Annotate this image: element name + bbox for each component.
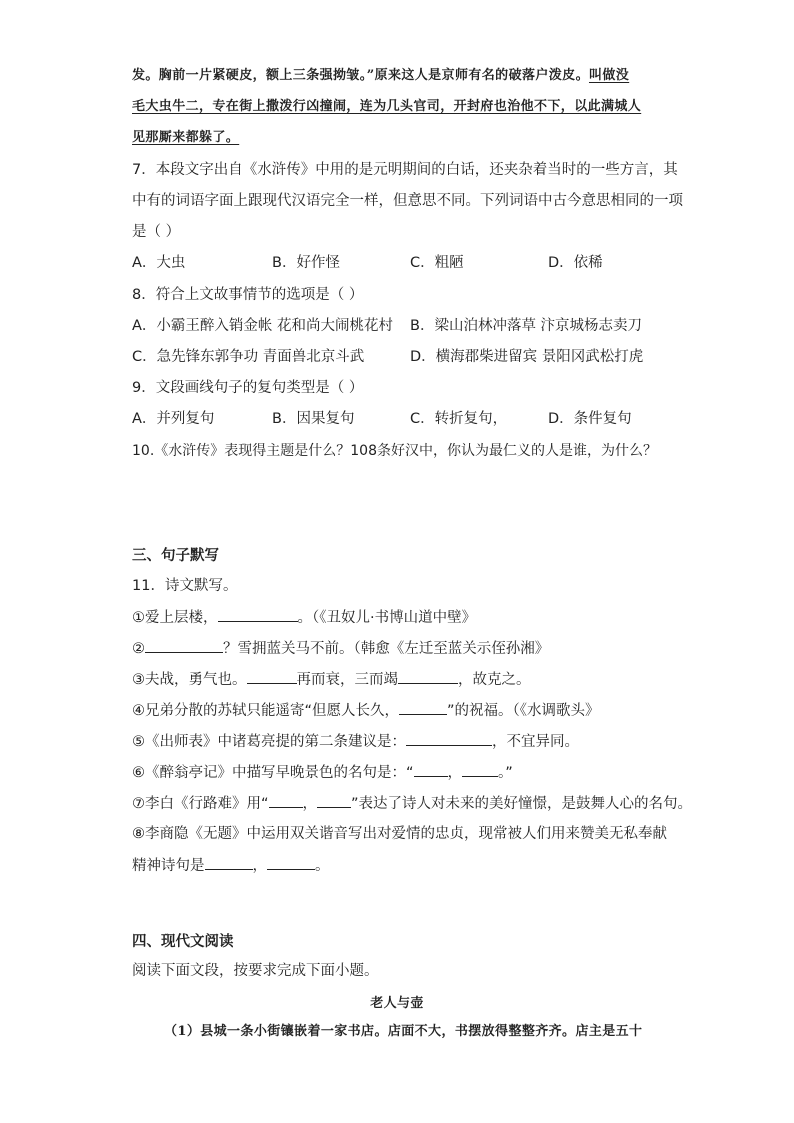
section-4-title: 四、现代文阅读	[132, 934, 234, 950]
item-text: 再而衰，三而竭	[296, 672, 398, 688]
recite-item-5	[132, 731, 579, 752]
q8-option-c[interactable]: C．急先锋东郭争功 青面兽北京斗武	[132, 349, 365, 365]
passage-line-1	[132, 66, 629, 86]
recite-item-4	[132, 700, 600, 721]
item-text: ④兄弟分散的苏轼只能遥寄“但愿人长久，	[132, 703, 400, 719]
recite-item-6	[132, 762, 513, 783]
item-text: 。	[315, 858, 330, 874]
recite-item-1	[132, 607, 476, 628]
article-title: 老人与壶	[370, 996, 424, 1011]
q7-option-b[interactable]: B．好作怪	[272, 255, 340, 271]
q7-stem-line-2: 中有的词语字面上跟现代汉语完全一样，但意思不同。下列词语中古今意思相同的一项	[132, 193, 683, 209]
item-text: ，不宜异同。	[492, 734, 579, 750]
item-text: ”表达了诗人对未来的美好憧憬，是鼓舞人心的名句。	[351, 796, 693, 812]
answer-blank[interactable]	[399, 700, 447, 715]
answer-blank[interactable]	[398, 669, 458, 684]
item-text: ？雪拥蓝关马不前。（韩愈《左迁至蓝关示侄孙湘》	[223, 641, 550, 657]
item-text: ”的祝福。（《水调歌头》	[447, 703, 600, 719]
item-text: ⑦李白《行路难》用“	[132, 796, 269, 812]
answer-blank[interactable]	[269, 793, 303, 808]
item-text: ，	[447, 765, 463, 781]
answer-blank[interactable]	[247, 669, 297, 684]
answer-blank[interactable]	[145, 638, 223, 653]
section-3-title: 三、句子默写	[132, 548, 219, 564]
article-paragraph-1: （1）县城一条小街镶嵌着一家书店。店面不大，书摆放得整整齐齐。店主是五十	[164, 1024, 643, 1039]
q11-stem: 11．诗文默写。	[132, 578, 238, 594]
q9-option-a[interactable]: A．并列复句	[132, 411, 215, 427]
q9-option-d[interactable]: D．条件复句	[548, 411, 632, 427]
item-text: ，故克之。	[458, 672, 531, 688]
q7-stem-line-3: 是（ ）	[132, 224, 181, 240]
q8-option-a[interactable]: A．小霸王醉入销金帐 花和尚大闹桃花村	[132, 318, 394, 334]
passage-line-3: 见那厮来都躲了。	[132, 130, 240, 145]
q9-stem: 9．文段画线句子的复句类型是（ ）	[132, 380, 364, 396]
q7-option-d[interactable]: D．依稀	[548, 255, 603, 271]
item-text: ，	[252, 858, 267, 874]
answer-blank[interactable]	[462, 762, 498, 777]
recite-item-8-line-1: ⑧李商隐《无题》中运用双关谐音写出对爱情的忠贞，现常被人们用来赞美无私奉献	[132, 826, 667, 842]
q8-stem: 8．符合上文故事情节的选项是（ ）	[132, 287, 364, 303]
item-text: ⑥《醉翁亭记》中描写早晚景色的名句是：“	[132, 765, 414, 781]
answer-blank[interactable]	[414, 762, 448, 777]
answer-blank[interactable]	[406, 731, 492, 746]
q9-option-b[interactable]: B．因果复句	[272, 411, 355, 427]
item-text: ②	[132, 641, 145, 657]
item-text: ，	[302, 796, 318, 812]
answer-blank[interactable]	[317, 793, 351, 808]
answer-blank[interactable]	[218, 607, 298, 622]
item-text: ①爱上层楼，	[132, 610, 218, 626]
q7-option-a[interactable]: A．大虫	[132, 255, 186, 271]
q9-option-c[interactable]: C．转折复句，	[410, 411, 508, 427]
item-text: 。（《丑奴儿·书博山道中壁》	[297, 610, 477, 626]
item-text: ⑤《出师表》中诸葛亮提的第二条建议是：	[132, 734, 406, 750]
passage-text: 发。胸前一片紧硬皮，额上三条强拗皱。”原来这人是京师有名的破落户泼皮。	[132, 68, 589, 83]
recite-item-8-line-2	[132, 855, 330, 876]
underlined-sentence: 叫做没	[588, 68, 630, 83]
item-text: ③夫战，勇气也。	[132, 672, 247, 688]
recite-item-3	[132, 669, 531, 690]
q7-stem-line-1: 7．本段文字出自《水浒传》中用的是元明期间的白话，还夹杂着当时的一些方言，其	[132, 162, 678, 178]
item-text: 精神诗句是	[132, 858, 205, 874]
item-text: 。”	[498, 765, 513, 781]
answer-blank[interactable]	[267, 855, 315, 870]
answer-blank[interactable]	[205, 855, 253, 870]
q10-stem: 10.《水浒传》表现得主题是什么？108条好汉中，你认为最仁义的人是谁，为什么？	[132, 443, 657, 459]
reading-instruction: 阅读下面文段，按要求完成下面小题。	[132, 963, 379, 979]
q7-option-c[interactable]: C．粗陋	[410, 255, 464, 271]
recite-item-7	[132, 793, 692, 814]
q8-option-b[interactable]: B．梁山泊林冲落草 汴京城杨志卖刀	[410, 318, 643, 334]
recite-item-2	[132, 638, 549, 659]
passage-line-2: 毛大虫牛二，专在街上撒泼行凶撞闹，连为几头官司，开封府也治他不下，以此满城人	[132, 99, 642, 114]
q8-option-d[interactable]: D．横海郡柴进留宾 景阳冈武松打虎	[410, 349, 644, 365]
